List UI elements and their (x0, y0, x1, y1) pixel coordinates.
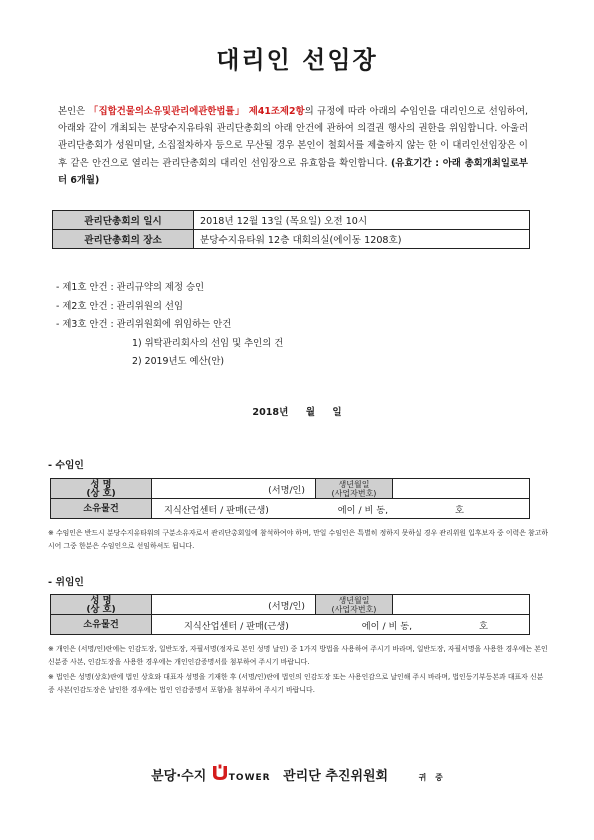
proxy-heading: - 수임인 (48, 460, 84, 471)
meeting-info-table (52, 210, 530, 249)
proxy-birth-label (316, 479, 393, 499)
principal-note-2: ※ 법인은 성명(상호)란에 법인 상호와 대표자 성명을 기재한 후 (서명/인)란에 법인의 인감도장 또는 사용인감으로 날인해 주시 바라며, 법인등기부등본과 대표자 신분증 사본(인감도장은 날인한 경우에는 법인 인감증명서 포함)을 첨부하여 주시기 바랍니다. (48, 673, 544, 694)
principal-owner-field[interactable] (152, 615, 530, 635)
agenda-item: - 제1호 안건 : 관리규약의 제정 승인 (56, 282, 205, 293)
building-unit: 에이 / 비 동, (361, 620, 413, 632)
principal-table (50, 594, 530, 635)
proxy-owner-label: 소유물건 (51, 499, 152, 519)
birth-label-line: 생년월일 (338, 479, 370, 489)
birth-label-line: (사업자번호) (331, 488, 377, 498)
intro-prefix: 본인은 (58, 106, 89, 117)
proxy-birth-field[interactable] (393, 479, 530, 499)
validity-note: (유효기간 : 아래 총회개최일로부터 6개월) (58, 157, 528, 186)
birth-label-line: (사업자번호) (331, 604, 377, 614)
agenda-subitem: 2) 2019년도 예산(안) (132, 356, 225, 367)
birth-label-line: 생년월일 (338, 595, 370, 605)
name-label-line: 성 명 (90, 594, 112, 606)
utower-logo-icon (211, 764, 229, 786)
law-reference: 「집합건물의소유및관리에관한법률」 제41조제2항 (88, 106, 305, 117)
unit-ho: 호 (478, 620, 488, 632)
logo-text: TOWER (228, 773, 271, 783)
addressee: 귀 중 (418, 773, 443, 782)
property-type: 지식산업센터 / 판매(근생) (164, 504, 269, 516)
meeting-date-label: 관리단총회의 일시 (53, 211, 194, 230)
principal-sign-field[interactable]: (서명/인) (152, 595, 316, 615)
principal-owner-label: 소유물건 (51, 615, 152, 635)
principal-birth-label (316, 595, 393, 615)
meeting-place-value: 분당수지유타워 12층 대회의실(에이동 1208호) (194, 230, 530, 249)
footer-prefix: 분당·수지 (151, 769, 207, 784)
principal-name-label (51, 595, 152, 615)
name-label-line: 성 명 (90, 478, 112, 490)
building-unit: 에이 / 비 동, (337, 504, 389, 516)
property-type: 지식산업센터 / 판매(근생) (184, 620, 289, 632)
proxy-sign-field[interactable]: (서명/인) (152, 479, 316, 499)
footer-suffix: 관리단 추진위원회 (283, 769, 389, 784)
document-title: 대리인 선임장 (216, 46, 378, 74)
proxy-note: ※ 수임인은 반드시 분당수지유타워의 구분소유자로서 관리단총회일에 참석하여야 하며, 만일 수임인은 특별히 정하지 못하실 경우 관리위원 입후보자 중 이력은 참고하시어 그중 한분은 수임인으로 선임하셔도 됩니다. (48, 529, 549, 550)
proxy-table (50, 478, 530, 519)
unit-ho: 호 (454, 504, 464, 516)
principal-birth-field[interactable] (393, 595, 530, 615)
intro-paragraph (58, 103, 528, 189)
name-label-line: (상 호) (86, 603, 116, 615)
principal-note-1: ※ 개인은 (서명/인)란에는 인감도장, 일반도장, 자필서명(정자로 본인 성명 날인) 중 1가지 방법을 사용하여 주시기 바라며, 일반도장, 자필서명을 사용한 경우에는 본인 신분증 사본, 인감도장을 사용한 경우에는 개인인감증명서를 첨부하여 주시기 바랍니다. (48, 645, 548, 666)
agenda-list (56, 279, 283, 372)
agenda-item: - 제3호 안건 : 관리위원회에 위임하는 안건 (56, 319, 232, 330)
signing-date: 2018년 월 일 (252, 407, 342, 418)
proxy-name-label (51, 479, 152, 499)
meeting-date-value: 2018년 12월 13일 (목요일) 오전 10시 (194, 211, 530, 230)
agenda-item: - 제2호 안건 : 관리위원의 선임 (56, 300, 184, 312)
meeting-place-label: 관리단총회의 장소 (53, 230, 194, 249)
principal-heading: - 위임인 (48, 577, 84, 588)
footer-signature (0, 764, 594, 786)
proxy-owner-field[interactable] (152, 499, 530, 519)
intro-body: 의 규정에 따라 아래의 수임인을 대리인으로 선임하여, 아래와 같이 개최되는 분당수지유타워 관리단총회의 아래 안건에 관하여 의결권 행사의 권한을 위임합니다. 아울러 관리단총회가 성원미달, 소집절차하자 등으로 무산될 경우 본인이 철회서를 제출하지 않는 한 이 대리인선임장은 이후 같은 안건으로 열리는 관리단총회의 대리인 선임장으로 유효함을 확인합니다. (58, 106, 528, 169)
agenda-subitem: 1) 위탁관리회사의 선임 및 추인의 건 (132, 337, 284, 349)
name-label-line: (상 호) (86, 487, 116, 499)
